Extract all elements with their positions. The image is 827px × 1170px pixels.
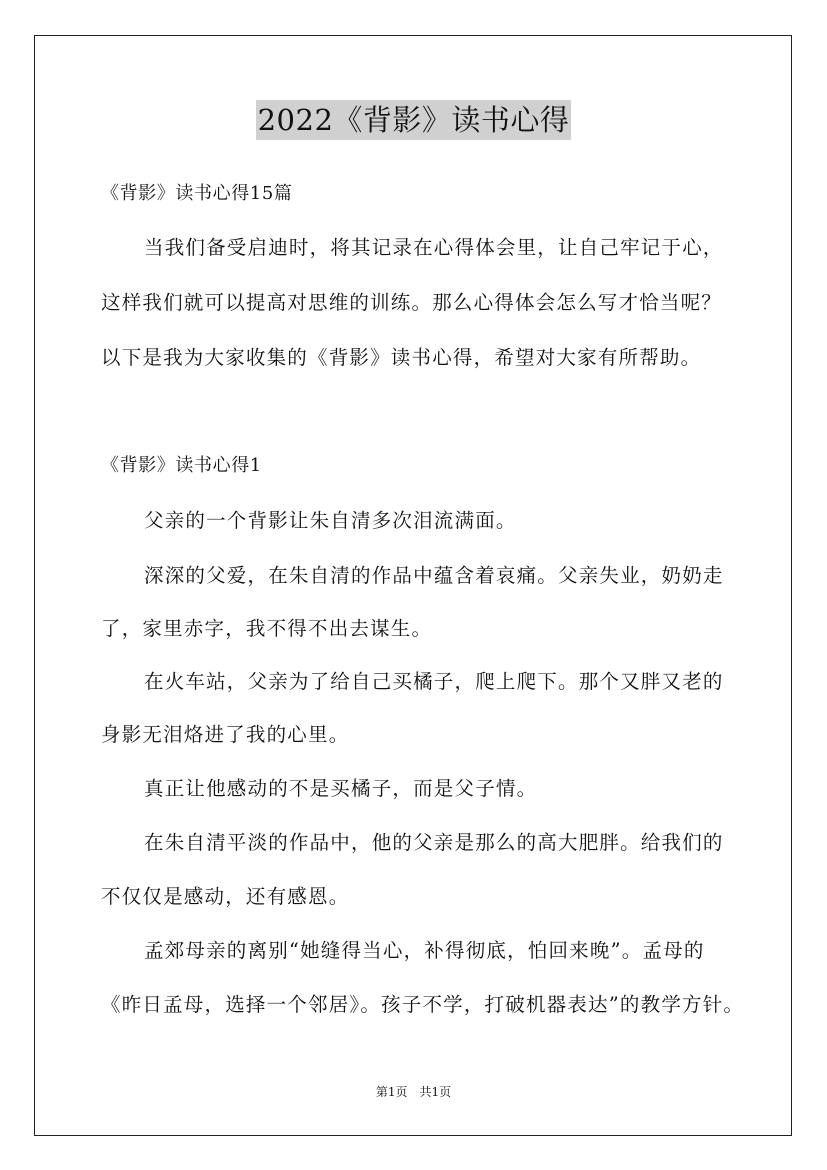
document-title: 2022《背影》读书心得 — [256, 100, 572, 140]
intro-paragraph-line: 这样我们就可以提高对思维的训练。那么心得体会怎么写才恰当呢？ — [101, 291, 723, 314]
body-paragraph-line: 身影无泪烙进了我的心里。 — [101, 723, 350, 746]
body-paragraph-line: 真正让他感动的不是买橘子，而是父子情。 — [144, 777, 538, 800]
title-container — [0, 100, 827, 140]
body-paragraph-line: 父亲的一个背影让朱自清多次泪流满面。 — [144, 509, 517, 532]
body-paragraph-line: 在朱自清平淡的作品中，他的父亲是那么的高大肥胖。给我们的 — [144, 831, 724, 854]
section-heading: 《背影》读书心得1 — [101, 455, 262, 476]
body-paragraph-line: 不仅仅是感动，还有感恩。 — [101, 885, 350, 908]
body-paragraph-line: 深深的父爱，在朱自清的作品中蕴含着哀痛。父亲失业，奶奶走 — [144, 564, 724, 587]
body-paragraph-line: 《昨日孟母，选择一个邻居》。孩子不学，打破机器表达”的教学方针。 — [101, 993, 745, 1016]
document-subtitle: 《背影》读书心得15篇 — [101, 183, 293, 204]
body-paragraph-line: 在火车站，父亲为了给自己买橘子，爬上爬下。那个又胖又老的 — [144, 670, 724, 693]
page-footer: 第1页 共1页 — [375, 1085, 452, 1099]
intro-paragraph-line: 以下是我为大家收集的《背影》读书心得，希望对大家有所帮助。 — [101, 346, 702, 369]
intro-paragraph-line: 当我们备受启迪时，将其记录在心得体会里，让自己牢记于心， — [144, 236, 724, 259]
body-paragraph-line: 了，家里赤字，我不得不出去谋生。 — [101, 617, 433, 640]
body-paragraph-line: 孟郊母亲的离别“她缝得当心，补得彻底，怕回来晚”。孟母的 — [144, 939, 705, 962]
